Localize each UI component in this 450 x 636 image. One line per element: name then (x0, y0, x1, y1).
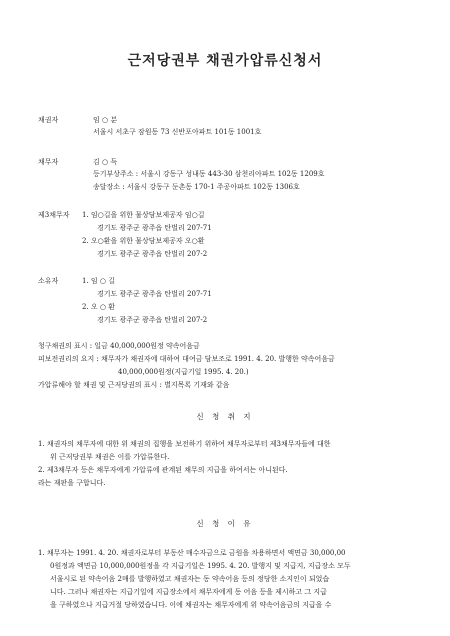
creditor-address: 서울시 서초구 잠원동 73 신반포아파트 101동 1001호 (93, 128, 262, 136)
creditor-name: 임 ○ 분 (93, 116, 118, 124)
purpose-heading: 신 청 취 지 (196, 412, 254, 421)
reasons-line4: 니다. 그러나 채권자는 지급기일에 지급장소에서 채무자에게 동 어음 등을 제시하고 그 지급 (50, 588, 327, 596)
owner-1: 1. 임 ○ 길 (82, 277, 115, 285)
preserved-right-line2: 40,000,000원정(지급기일 1995. 4. 20.) (118, 368, 249, 376)
document-title: 근저당권부 채권가압류신청서 (127, 53, 323, 69)
debtor-delivery-address: 송달장소 : 서울시 강동구 둔촌동 170-1 주공아파트 102동 1306호 (93, 183, 300, 191)
third-debtor-1-address: 경기도 광주군 광주읍 탄벌리 207-71 (97, 224, 212, 232)
debtor-label: 채무자 (38, 158, 59, 166)
third-debtor-1: 1. 임○길을 위한 물상담보제공자 임○길 (82, 211, 205, 219)
attachment-statement: 가압류해야 할 채권 및 근저당권의 표시 : 별지목록 기재와 같음 (38, 381, 230, 389)
owner-2-address: 경기도 광주군 광주읍 탄벌리 207-2 (97, 316, 208, 324)
purpose-item1-line1: 1. 채권자의 채무자에 대한 위 채권의 집행을 보전하기 위하여 채무자로부터 제3채무자들에 대한 (38, 440, 331, 448)
debtor-name: 김 ○ 득 (93, 158, 118, 166)
reasons-heading: 신 청 이 유 (196, 519, 254, 528)
purpose-item1-line2: 위 근저당권부 채권은 이를 가압류한다. (50, 453, 170, 461)
owner-1-address: 경기도 광주군 광주읍 탄벌리 207-71 (97, 290, 212, 298)
purpose-conclusion: 라는 재판을 구합니다. (38, 479, 106, 487)
claim-amount: 청구채권의 표시 : 일금 40,000,000원정 약속어음금 (38, 342, 200, 350)
reasons-line3: 서울시로 된 약속어음 2매를 발행하였고 채권자는 동 약속어음 등의 정당한 소지인이 되었습 (50, 575, 330, 583)
third-debtor-label: 제3채무자 (38, 211, 70, 219)
debtor-registered-address: 등기부상주소 : 서울시 강동구 성내동 443-30 삼천리아파트 102동 1209호 (93, 170, 325, 178)
third-debtor-2: 2. 오○환을 위한 물상담보제공자 오○환 (82, 237, 205, 245)
reasons-line1: 1. 채무자는 1991. 4. 20. 채권자로부터 부동산 매수자금으로 금원을 차용하면서 액면금 30,000,00 (38, 549, 346, 557)
owner-2: 2. 오 ○ 환 (82, 303, 115, 311)
owner-label: 소유자 (38, 277, 59, 285)
reasons-line5: 을 구하였으나 지급거절 당하였습니다. 이에 채권자는 채무자에게 위 약속어음금의 지급을 수 (50, 601, 332, 609)
third-debtor-2-address: 경기도 광주군 광주읍 탄벌리 207-2 (97, 250, 208, 258)
creditor-label: 채권자 (38, 116, 59, 124)
purpose-item2: 2. 제3채무자 등은 채무자에게 가압류에 관계된 채무의 지급을 하여서는 아니된다. (38, 466, 288, 474)
reasons-line2: 0원정과 액면금 10,000,000원정을 각 지급기일은 1995. 4. 20. 발행지 및 지급지, 지급장소 모두 (50, 562, 351, 570)
preserved-right-line1: 피보전권리의 요지 : 채무자가 채권자에 대하여 대여금 담보조로 1991. 4. 20. 발행한 약속어음금 (38, 355, 335, 363)
